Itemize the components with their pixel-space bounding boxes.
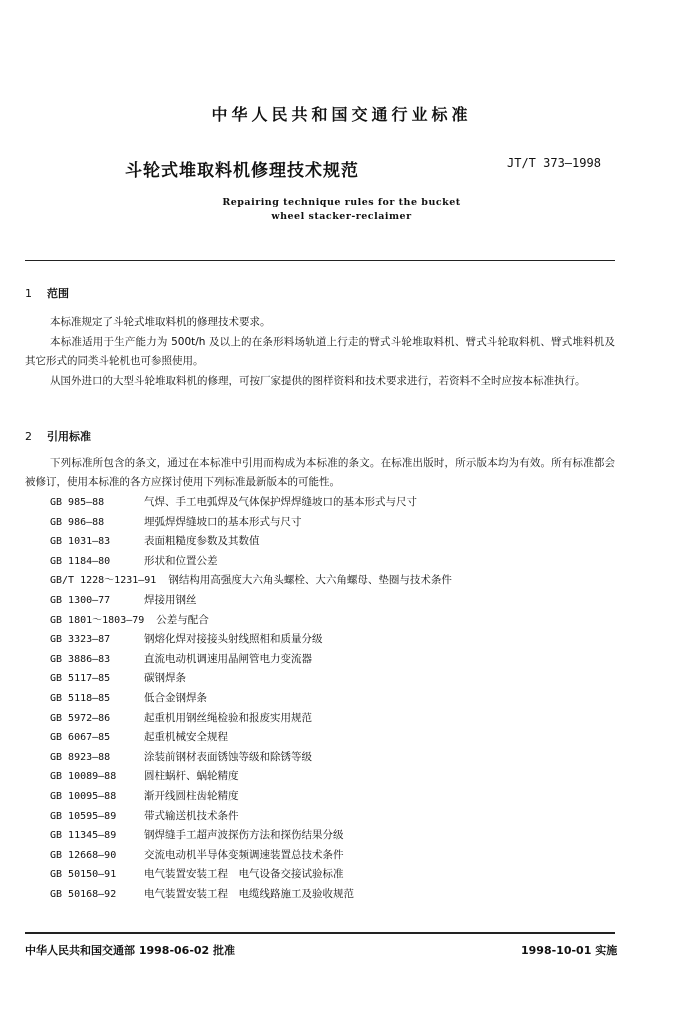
section-1-paragraph-3: 从国外进口的大型斗轮堆取料机的修理，可按厂家提供的图样资料和技术要求进行，若资料不全时应按本标准执行。 [50,375,586,387]
footer-divider [25,932,615,934]
reference-code: GB 1184—80 [50,555,111,567]
english-title-line-1: Repairing technique rules for the bucket [222,197,461,208]
reference-code: GB 50168—92 [50,888,117,900]
reference-item [50,591,452,611]
reference-item [50,748,452,768]
reference-code: GB 5117—85 [50,673,111,685]
section-2-heading [25,428,91,444]
reference-code: GB 3886—83 [50,653,111,665]
reference-item [50,630,452,650]
section-1-paragraph-2: 本标准适用于生产能力为 500t/h 及以上的在条形料场轨道上行走的臂式斗轮堆取料机、臂式斗轮取料机、臂式堆料机及其它形式的同类斗轮机也可参照使用。 [25,336,615,367]
section-1-heading [25,285,69,301]
reference-item [50,846,452,866]
reference-item [50,709,452,729]
reference-code: GB 985—88 [50,497,105,508]
reference-code: GB 8923—88 [50,751,111,763]
reference-title: 气焊、手工电弧焊及气体保护焊焊缝坡口的基本形式与尺寸 [144,496,417,508]
reference-code: GB/T 1228～1231—91 [50,575,157,587]
approval-note: 中华人民共和国交通部 1998-06-02 批准 [25,944,236,957]
reference-title: 钢结构用高强度大六角头螺栓、大六角螺母、垫圈与技术条件 [168,574,452,587]
reference-title: 低合金钢焊条 [144,691,207,704]
reference-item [50,532,452,552]
section-2-intro: 下列标准所包含的条文，通过在本标准中引用而构成为本标准的条文。在标准出版时，所示版本均为有效。所有标准都会被修订，使用本标准的各方应探讨使用下列标准最新版本的可能性。 [25,457,615,488]
reference-item [50,669,452,689]
reference-item [50,571,452,591]
header-divider [25,260,615,261]
reference-title: 渐开线圆柱齿轮精度 [144,789,239,802]
reference-item [50,513,452,533]
reference-item [50,865,452,885]
reference-title: 电气装置安装工程 电气设备交接试验标准 [144,868,344,881]
reference-title: 带式输送机技术条件 [144,809,239,822]
section-1-number: 1 [25,287,32,300]
reference-title: 交流电动机半导体变频调速装置总技术条件 [144,848,344,861]
reference-code: GB 10095—88 [50,790,117,802]
reference-title: 钢熔化焊对接接头射线照相和质量分级 [144,633,323,646]
reference-item [50,826,452,846]
reference-code: GB 10595—89 [50,810,117,822]
reference-code: GB 6067—85 [50,732,111,744]
effective-date: 1998-10-01 实施 [521,944,618,957]
reference-title: 碳钢焊条 [144,672,186,685]
section-2-number: 2 [25,430,32,443]
reference-title: 焊接用钢丝 [144,593,197,606]
reference-code: GB 10089—88 [50,771,117,783]
reference-item [50,552,452,572]
reference-item [50,611,452,631]
reference-item [50,728,452,748]
reference-item [50,885,452,905]
reference-title: 表面粗糙度参数及其数值 [144,535,260,548]
reference-title: 起重机械安全规程 [144,731,228,744]
reference-title: 圆柱蜗杆、蜗轮精度 [144,770,239,783]
document-title: 斗轮式堆取料机修理技术规范 [125,161,359,181]
reference-item [50,689,452,709]
reference-code: GB 11345—89 [50,830,117,842]
reference-code: GB 986—88 [50,516,105,528]
reference-title: 公差与配合 [156,613,209,626]
reference-title: 起重机用钢丝绳检验和报废实用规范 [144,711,312,724]
reference-title: 埋弧焊焊缝坡口的基本形式与尺寸 [144,515,302,528]
section-1-title: 范围 [47,287,69,300]
section-2-title: 引用标准 [47,430,91,443]
reference-item [50,807,452,827]
reference-title: 涂装前钢材表面锈蚀等级和除锈等级 [144,750,312,763]
section-1-paragraph-1: 本标准规定了斗轮式堆取料机的修理技术要求。 [50,316,271,328]
standard-code: JT/T 373—1998 [507,156,601,170]
reference-title: 形状和位置公差 [144,554,218,567]
reference-item [50,493,452,513]
reference-code: GB 1801～1803—79 [50,614,145,626]
reference-code: GB 1031—83 [50,536,111,548]
reference-code: GB 5972—86 [50,712,111,724]
reference-code: GB 5118—85 [50,692,111,704]
reference-title: 钢焊缝手工超声波探伤方法和探伤结果分级 [144,829,344,842]
english-title-line-2: wheel stacker-reclaimer [271,211,412,222]
reference-standards-list [50,493,452,904]
reference-title: 直流电动机调速用晶闸管电力变流器 [144,652,312,665]
reference-item [50,767,452,787]
reference-code: GB 1300—77 [50,594,111,606]
reference-code: GB 12668—90 [50,849,117,861]
reference-code: GB 3323—87 [50,634,111,646]
reference-title: 电气装置安装工程 电缆线路施工及验收规范 [144,887,354,900]
standard-category-title: 中华人民共和国交通行业标准 [211,105,472,124]
reference-item [50,650,452,670]
reference-item [50,787,452,807]
reference-code: GB 50150—91 [50,869,117,881]
